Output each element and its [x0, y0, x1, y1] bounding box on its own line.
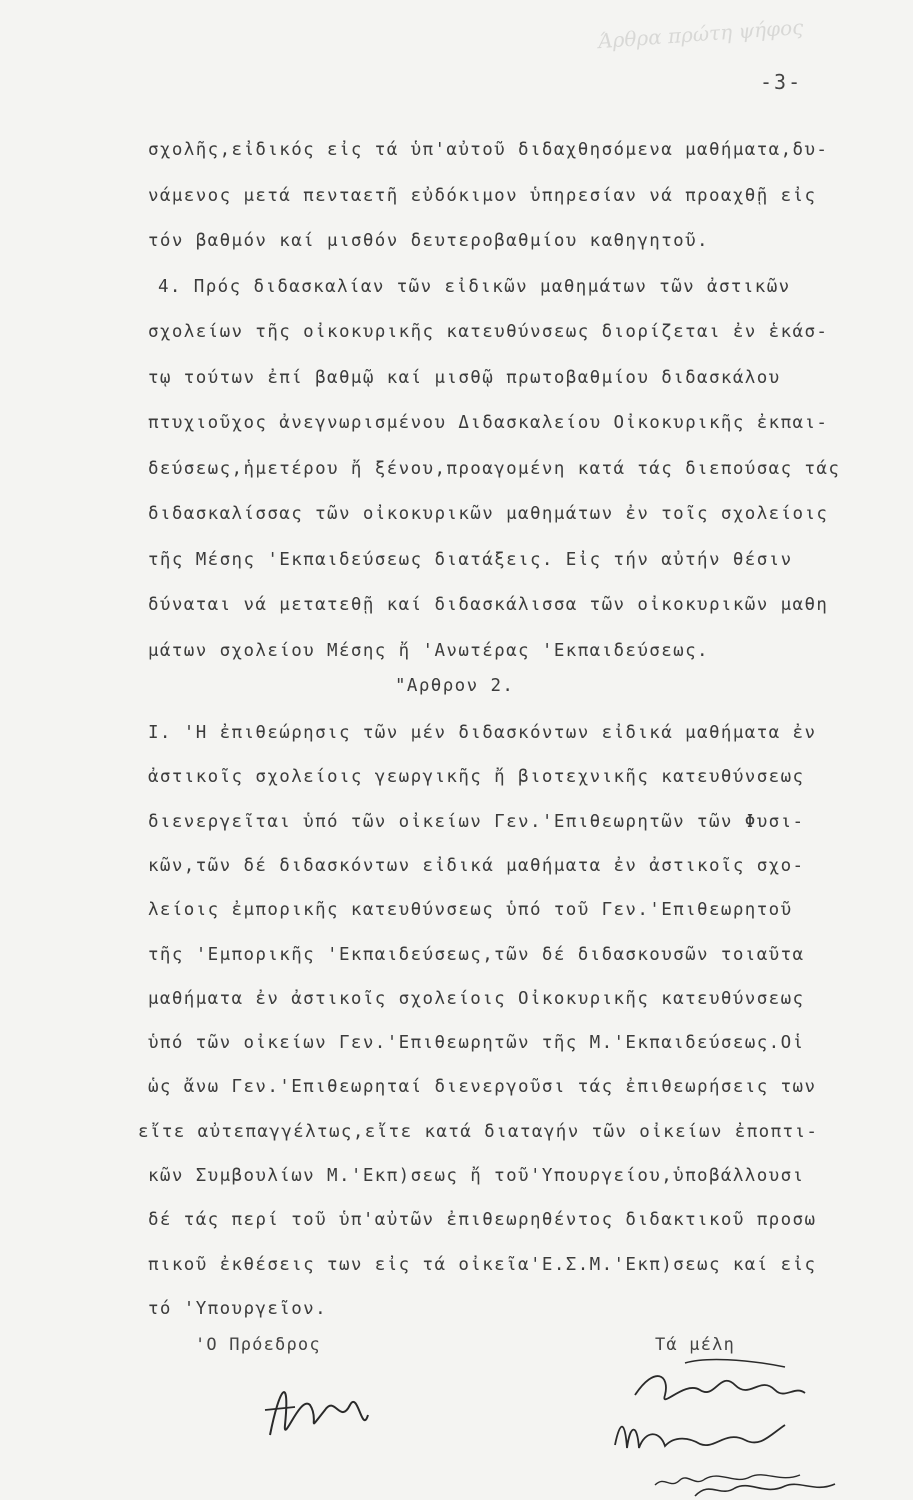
article-heading: "Αρθρον 2.	[395, 676, 515, 696]
president-label: 'Ο Πρόεδρος	[195, 1335, 321, 1355]
text-line: ὑπό τῶν οἰκείων Γεν.'Επιθεωρητῶν τῆς Μ.'Εκπαιδεύσεως.Οἱ	[148, 1033, 805, 1054]
text-line: τῆς Μέσης 'Εκπαιδεύσεως διατάξεις. Εἰς τήν αὐτήν θέσιν	[148, 549, 793, 570]
text-line: μαθήματα ἐν ἀστικοῖς σχολείοις Οἰκοκυρικῆς κατευθύνσεως	[148, 988, 805, 1009]
text-line: κῶν,τῶν δέ διδασκόντων εἰδικά μαθήματα ἐν ἀστικοῖς σχο-	[148, 855, 805, 876]
text-line: σχολείων τῆς οἰκοκυρικῆς κατευθύνσεως διορίζεται ἐν ἑκάσ-	[148, 322, 829, 342]
text-line: ἀστικοῖς σχολείοις γεωργικῆς ἤ βιοτεχνικῆς κατευθύνσεως	[148, 767, 805, 788]
text-line: I. 'Η ἐπιθεώρησις τῶν μέν διδασκόντων εἰδικά μαθήματα ἐν	[148, 723, 817, 743]
text-line: λείοις ἐμπορικῆς κατευθύνσεως ὑπό τοῦ Γεν.'Επιθεωρητοῦ	[148, 900, 793, 921]
text-line: τῳ τούτων ἐπί βαθμῷ καί μισθῷ πρωτοβαθμίου διδασκάλου	[148, 367, 781, 388]
text-line: σχολῆς,εἰδικός εἰς τά ὑπ'αὐτοῦ διδαχθησόμενα μαθήματα,δυ-	[148, 140, 829, 160]
text-line: 4. Πρός διδασκαλίαν τῶν εἰδικῶν μαθημάτων τῶν ἀστικῶν	[158, 276, 791, 297]
member-signature-2	[605, 1410, 805, 1460]
text-line: εἴτε αὐτεπαγγέλτως,εἴτε κατά διαταγήν τῶν οἰκείων ἐποπτι-	[138, 1121, 819, 1142]
text-line: κῶν Συμβουλίων Μ.'Εκπ)σεως ἤ τοῦ'Υπουργείου,ὑποβάλλουσι	[148, 1166, 805, 1186]
text-line: τόν βαθμόν καί μισθόν δευτεροβαθμίου καθηγητοῦ.	[148, 231, 709, 251]
text-line: νάμενος μετά πενταετῆ εὐδόκιμον ὑπηρεσίαν νά προαχθῇ εἰς	[148, 185, 817, 206]
text-line: πτυχιοῦχος ἀνεγνωρισμένου Διδασκαλείου Οἰκοκυρικῆς ἐκπαι-	[148, 413, 829, 433]
text-line: δύναται νά μετατεθῇ καί διδασκάλισσα τῶν οἰκοκυρικῶν μαθη	[148, 595, 829, 615]
text-line: δέ τάς περί τοῦ ὑπ'αὐτῶν ἐπιθεωρηθέντος διδακτικοῦ προσω	[148, 1210, 817, 1231]
president-signature	[250, 1365, 390, 1455]
text-line: μάτων σχολείου Μέσης ἤ 'Ανωτέρας 'Εκπαιδεύσεως.	[148, 640, 709, 661]
text-line: ὡς ἄνω Γεν.'Επιθεωρηταί διενεργοῦσι τάς ἐπιθεωρήσεις των	[148, 1077, 817, 1098]
text-line: τῆς 'Εμπορικῆς 'Εκπαιδεύσεως,τῶν δέ διδασκουσῶν τοιαῦτα	[148, 944, 805, 965]
text-line: διενεργεῖται ὑπό τῶν οἰκείων Γεν.'Επιθεωρητῶν τῶν Φυσι-	[148, 811, 805, 832]
member-signature-1	[625, 1355, 815, 1415]
text-line: πικοῦ ἐκθέσεις των εἰς τά οἰκεῖα'Ε.Σ.Μ.'Εκπ)σεως καί εἰς	[148, 1254, 817, 1275]
text-line: δεύσεως,ἡμετέρου ἤ ξένου,προαγομένη κατά τάς διεπούσας τάς	[148, 458, 841, 479]
members-label: Τά μέλη	[655, 1335, 736, 1355]
bleed-through-text: Άρθρα πρώτη ψήφος	[597, 14, 804, 54]
text-line: τό 'Υπουργεῖον.	[148, 1298, 328, 1319]
text-line: διδασκαλίσσας τῶν οἰκοκυρικῶν μαθημάτων ἐν τοῖς σχολείοις	[148, 504, 829, 524]
member-signature-4	[690, 1478, 840, 1500]
page-number: -3-	[760, 70, 803, 94]
